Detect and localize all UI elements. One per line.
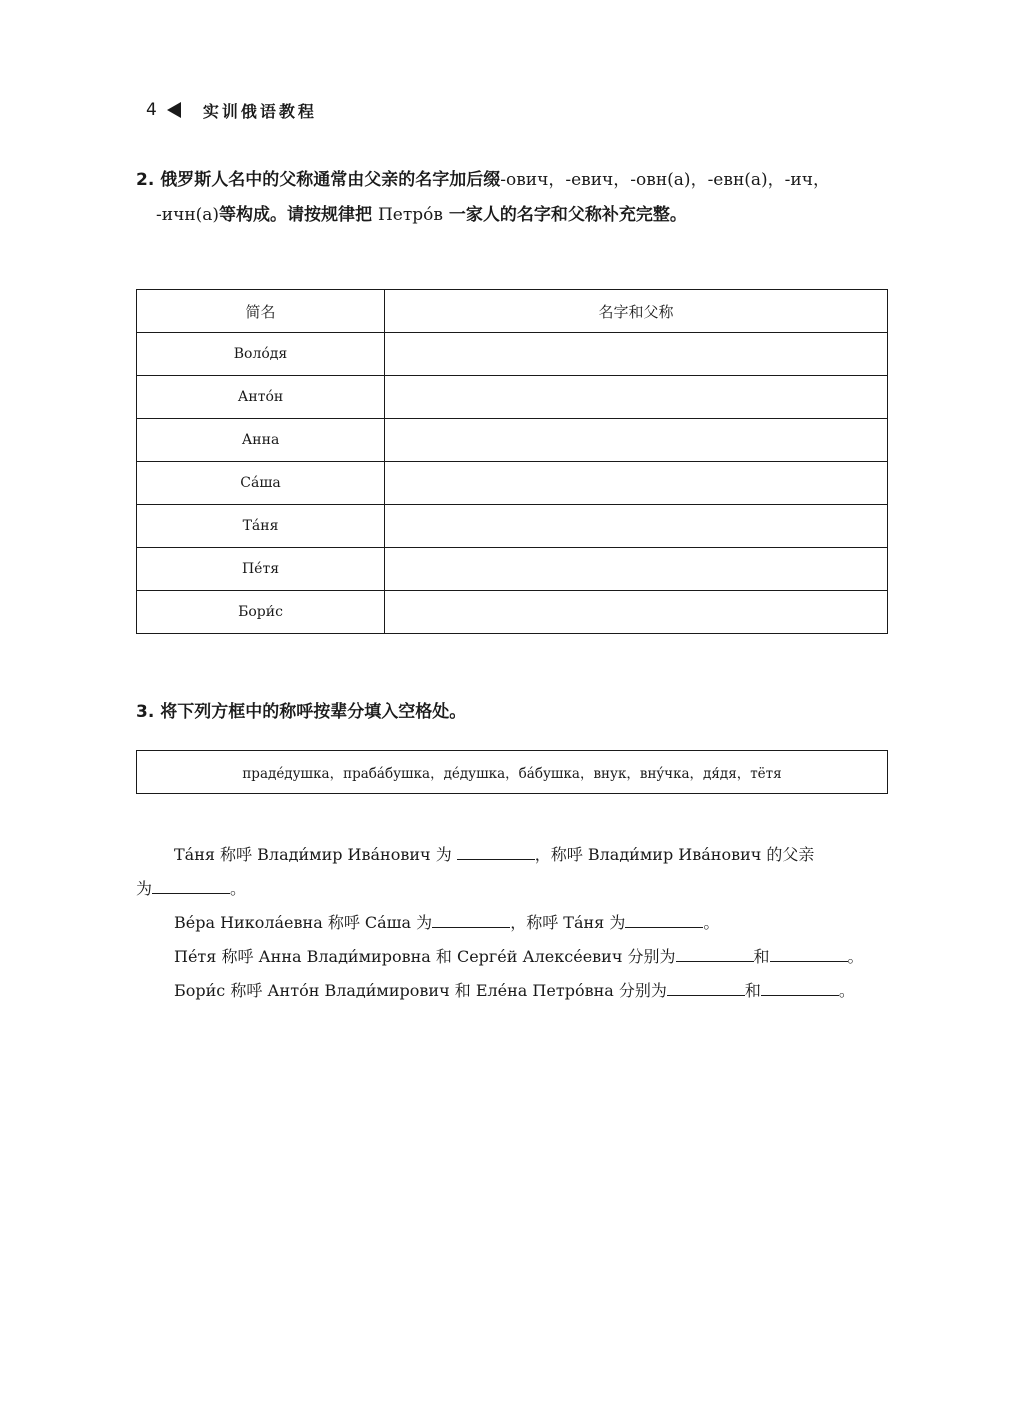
table-row — [137, 505, 888, 548]
answer-blank[interactable] — [676, 943, 754, 962]
short-name-cell: Сáша — [137, 462, 385, 505]
page-number: 4 — [146, 100, 157, 120]
answer-blank[interactable] — [152, 875, 230, 894]
question-2 — [136, 163, 896, 233]
sentence-text: Тáня 称呼 Влади́мир Ивáнович 为 — [174, 845, 457, 864]
header-full-name: 名字和父称 — [385, 290, 888, 333]
table-row — [137, 333, 888, 376]
table-row — [137, 548, 888, 591]
sentence-text: 为 — [136, 879, 153, 898]
question-2-text: 2. 俄罗斯人名中的父称通常由父亲的名字加后缀 — [136, 170, 501, 190]
answer-blank[interactable] — [770, 943, 848, 962]
table-row — [137, 419, 888, 462]
name-table — [136, 289, 888, 634]
sentence-text: 。 — [230, 879, 247, 898]
sentence-text: Вéра Николáевна 称呼 Сáша 为 — [174, 913, 433, 932]
family-name: Петрóв — [377, 205, 443, 225]
answer-cell[interactable] — [385, 505, 888, 548]
short-name-cell: Волóдя — [137, 333, 385, 376]
answer-cell[interactable] — [385, 376, 888, 419]
answer-cell[interactable] — [385, 462, 888, 505]
page-header — [146, 96, 317, 124]
left-triangle-icon — [167, 102, 181, 118]
sentence-2 — [136, 906, 888, 940]
sentence-3 — [136, 940, 888, 974]
answer-blank[interactable] — [457, 841, 535, 860]
answer-blank[interactable] — [432, 909, 510, 928]
fill-in-exercise — [136, 838, 888, 1008]
short-name-cell: Бори́с — [137, 591, 385, 634]
word-box — [136, 750, 888, 794]
sentence-4 — [136, 974, 888, 1008]
word-list: прадéдушка，прабáбушка，дéдушка，бáбушка，внук，внýчка，дя́дя，тётя — [242, 766, 782, 782]
question-3-title: 3. 将下列方框中的称呼按辈分填入空格处。 — [136, 702, 467, 722]
suffix-list-end: -ичн(а) — [156, 205, 220, 225]
question-2-text-end: 一家人的名字和父称补充完整。 — [442, 205, 687, 225]
answer-cell[interactable] — [385, 548, 888, 591]
sentence-text: ，称呼 Влади́мир Ивáнович 的父亲 — [534, 845, 815, 864]
sentence-text: 。 — [703, 913, 720, 932]
book-title: 实训俄语教程 — [202, 101, 317, 121]
question-2-line-2 — [136, 198, 896, 233]
answer-blank[interactable] — [761, 977, 839, 996]
sentence-1-cont — [136, 872, 888, 906]
sentence-text: 。 — [838, 981, 855, 1000]
answer-blank[interactable] — [667, 977, 745, 996]
suffix-list: -ович，-евич，-овн(а)，-евн(а)，-ич， — [500, 170, 830, 190]
short-name-cell: Анна — [137, 419, 385, 462]
table-row — [137, 591, 888, 634]
sentence-text: Пéтя 称呼 Анна Влади́мировна 和 Сергéй Алексéевич 分别为 — [174, 947, 676, 966]
sentence-text: Бори́с 称呼 Антóн Влади́мирович 和 Елéна Петрóвна 分别为 — [174, 981, 667, 1000]
answer-cell[interactable] — [385, 333, 888, 376]
short-name-cell: Пéтя — [137, 548, 385, 591]
sentence-text: 和 — [753, 947, 770, 966]
table-row — [137, 376, 888, 419]
table-row — [137, 462, 888, 505]
header-short-name: 简名 — [137, 290, 385, 333]
question-2-text-cont: 等构成。请按规律把 — [219, 205, 378, 225]
sentence-text: 。 — [847, 947, 864, 966]
question-2-line-1 — [136, 163, 896, 198]
sentence-1 — [136, 838, 888, 872]
answer-cell[interactable] — [385, 591, 888, 634]
table-header-row — [137, 290, 888, 333]
sentence-text: 和 — [744, 981, 761, 1000]
answer-blank[interactable] — [625, 909, 703, 928]
short-name-cell: Тáня — [137, 505, 385, 548]
answer-cell[interactable] — [385, 419, 888, 462]
sentence-text: ，称呼 Тáня 为 — [510, 913, 626, 932]
short-name-cell: Антóн — [137, 376, 385, 419]
